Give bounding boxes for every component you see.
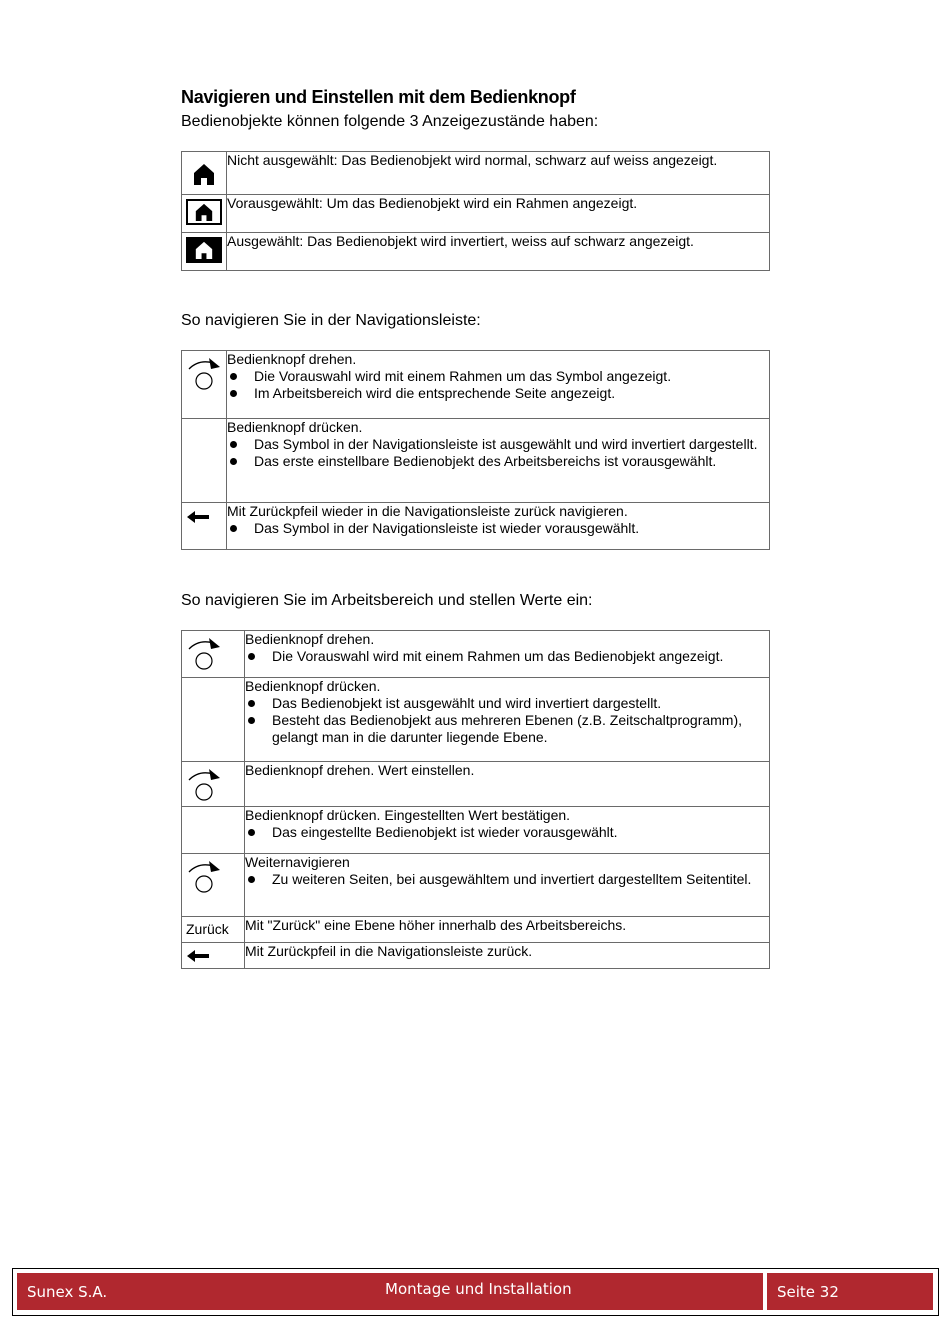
work-row xyxy=(182,762,770,807)
work-row-text: Bedienknopf drehen. Wert einstellen. xyxy=(245,762,475,778)
bullet-list xyxy=(227,368,769,402)
nav-row-text: Bedienknopf drücken. xyxy=(227,419,363,435)
home-inverted-icon xyxy=(195,241,213,259)
nav-row xyxy=(182,503,770,550)
rotary-knob-icon xyxy=(187,635,223,671)
rotary-knob-icon xyxy=(187,858,223,894)
list-item: Das Bedienobjekt ist ausgewählt und wird invertiert dargestellt. xyxy=(245,695,769,712)
footer-page-bar xyxy=(767,1273,933,1310)
work-row xyxy=(182,854,770,917)
work-row xyxy=(182,631,770,678)
work-row-text: Weiternavigieren xyxy=(245,854,350,870)
state-text: Nicht ausgewählt: Das Bedienobjekt wird normal, schwarz auf weiss angezeigt. xyxy=(227,152,770,195)
bullet-list xyxy=(245,871,769,888)
footer-bar xyxy=(17,1273,763,1310)
nav-section-title: So navigieren Sie in der Navigationsleiste: xyxy=(181,312,481,329)
list-item: Besteht das Bedienobjekt aus mehreren Ebenen (z.B. Zeitschaltprogramm), gelangt man in die darunter liegende Ebene. xyxy=(245,712,769,746)
state-text: Ausgewählt: Das Bedienobjekt wird invertiert, weiss auf schwarz angezeigt. xyxy=(227,233,770,271)
list-item: Das erste einstellbare Bedienobjekt des Arbeitsbereichs ist vorausgewählt. xyxy=(227,453,769,470)
bullet-list xyxy=(227,520,769,537)
list-item: Die Vorauswahl wird mit einem Rahmen um das Bedienobjekt angezeigt. xyxy=(245,648,769,665)
page-heading: Navigieren und Einstellen mit dem Bedienknopf xyxy=(181,87,576,107)
nav-row-text: Bedienknopf drehen. xyxy=(227,351,357,367)
list-item: Das Symbol in der Navigationsleiste ist ausgewählt und wird invertiert dargestellt. xyxy=(227,436,769,453)
list-item: Das Symbol in der Navigationsleiste ist wieder vorausgewählt. xyxy=(227,520,769,537)
footer-title: Montage und Installation xyxy=(385,1280,572,1298)
state-row-preselected xyxy=(182,195,770,233)
work-row-text: Bedienknopf drehen. xyxy=(245,631,375,647)
bullet-list xyxy=(227,436,769,470)
bullet-list xyxy=(245,695,769,746)
nav-row xyxy=(182,419,770,503)
work-row-text: Mit "Zurück" eine Ebene höher innerhalb des Arbeitsbereichs. xyxy=(245,917,627,933)
states-table xyxy=(181,151,770,271)
state-text: Vorausgewählt: Um das Bedienobjekt wird ein Rahmen angezeigt. xyxy=(227,195,770,233)
work-row xyxy=(182,917,770,943)
page-number: Seite 32 xyxy=(777,1283,839,1301)
work-row-text: Bedienknopf drücken. xyxy=(245,678,381,694)
rotary-knob-icon xyxy=(187,355,223,391)
work-section-title: So navigieren Sie im Arbeitsbereich und stellen Werte ein: xyxy=(181,592,593,609)
home-outlined-icon xyxy=(195,203,213,221)
bullet-list xyxy=(245,648,769,665)
home-icon xyxy=(193,163,215,185)
state-row-normal xyxy=(182,152,770,195)
work-row xyxy=(182,943,770,969)
work-table xyxy=(181,630,770,969)
rotary-knob-icon xyxy=(187,766,223,802)
nav-row-text: Mit Zurückpfeil wieder in die Navigationsleiste zurück navigieren. xyxy=(227,503,628,519)
work-row-text: Bedienknopf drücken. Eingestellten Wert bestätigen. xyxy=(245,807,571,823)
list-item: Im Arbeitsbereich wird die entsprechende Seite angezeigt. xyxy=(227,385,769,402)
state-row-selected xyxy=(182,233,770,271)
nav-row xyxy=(182,351,770,419)
footer-company: Sunex S.A. xyxy=(27,1283,108,1301)
list-item: Das eingestellte Bedienobjekt ist wieder vorausgewählt. xyxy=(245,824,769,841)
intro-text: Bedienobjekte können folgende 3 Anzeigezustände haben: xyxy=(181,113,599,130)
bullet-list xyxy=(245,824,769,841)
list-item: Zu weiteren Seiten, bei ausgewähltem und invertiert dargestelltem Seitentitel. xyxy=(245,871,769,888)
work-row xyxy=(182,678,770,762)
nav-table xyxy=(181,350,770,550)
work-row xyxy=(182,807,770,854)
list-item: Die Vorauswahl wird mit einem Rahmen um das Symbol angezeigt. xyxy=(227,368,769,385)
back-arrow-icon xyxy=(187,510,211,524)
work-row-text: Mit Zurückpfeil in die Navigationsleiste zurück. xyxy=(245,943,533,959)
zurueck-label: Zurück xyxy=(186,921,229,937)
back-arrow-icon xyxy=(187,949,211,963)
